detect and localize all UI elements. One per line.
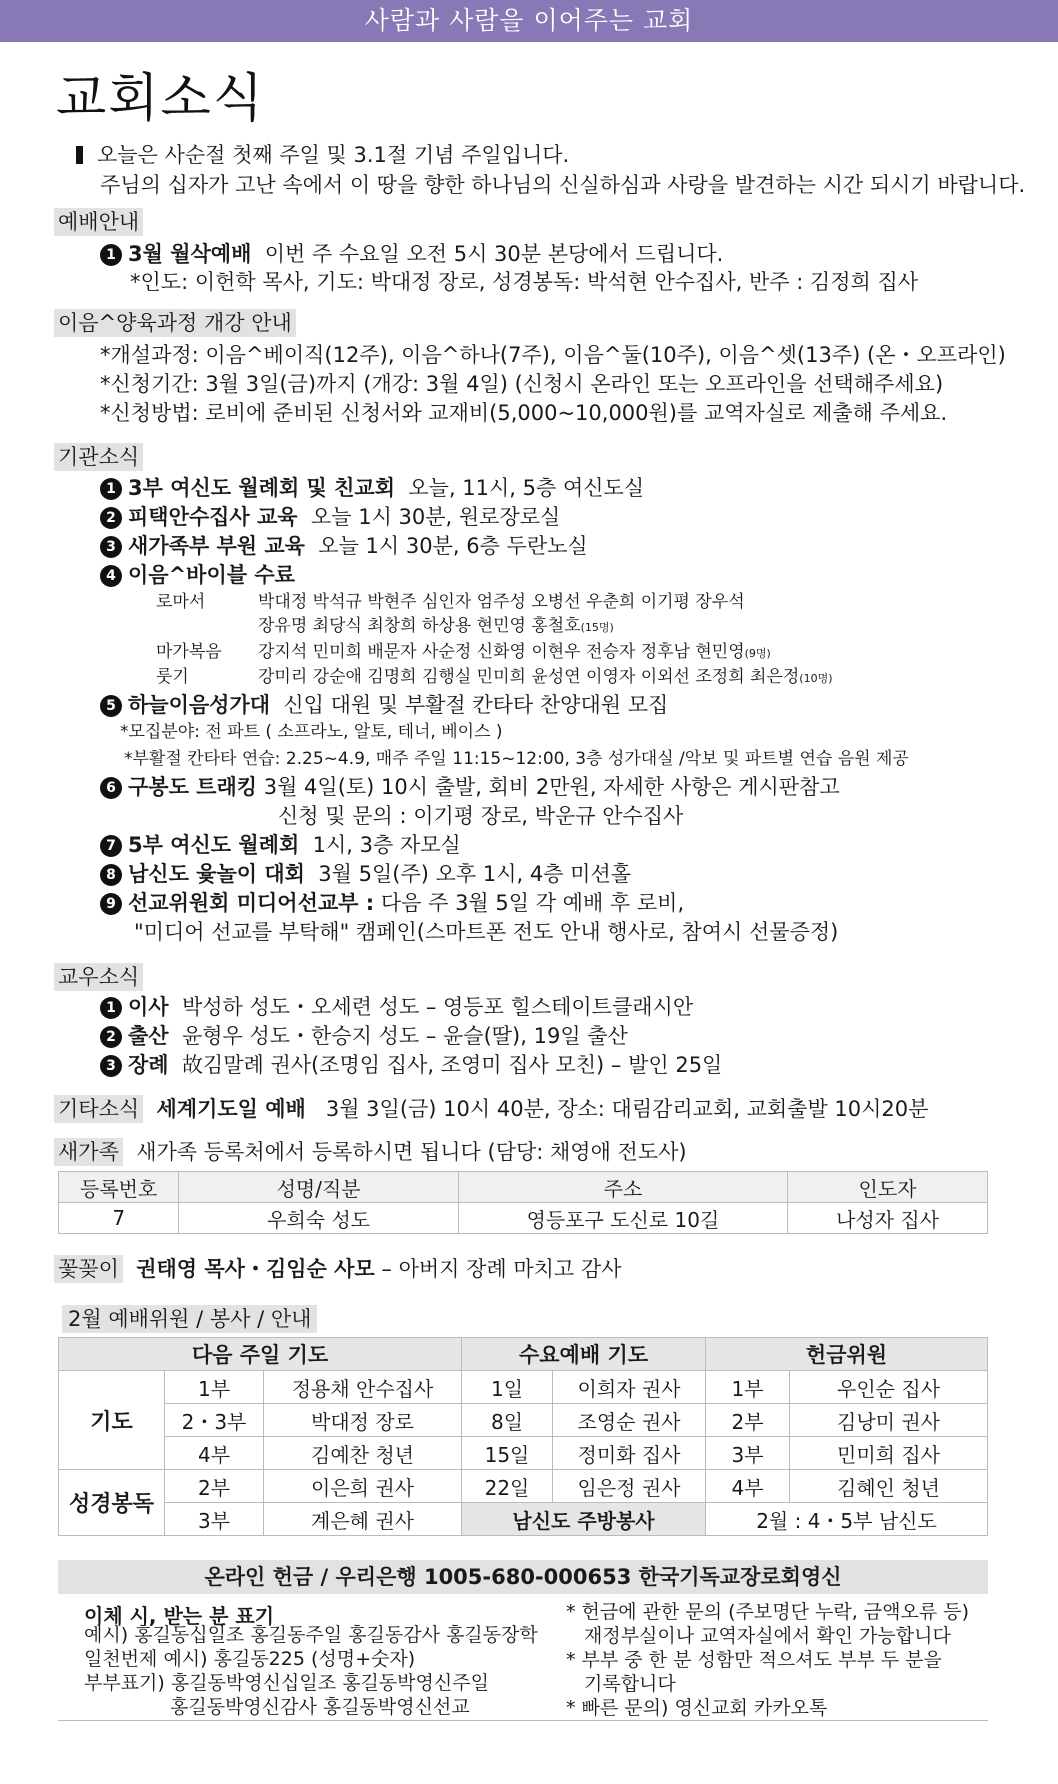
- table-row: [59, 1371, 988, 1404]
- newfamily-line: 새가족 새가족 등록처에서 등록하시면 됩니다 (담당: 채영애 전도사): [54, 1138, 687, 1166]
- org-item-6-detail: 신청 및 문의 : 이기평 장로, 박운규 안수집사: [278, 804, 684, 828]
- members-item-2: 2 출산 윤형우 성도・한승지 성도 – 윤슬(딸), 19일 출산: [100, 1022, 628, 1050]
- section-header-members: 교우소식: [54, 963, 143, 991]
- table-cell: 4부: [165, 1437, 264, 1470]
- table-header-row: [59, 1172, 988, 1203]
- table-cell: 22일: [462, 1470, 553, 1503]
- choir-detail-2: *부활절 칸타타 연습: 2.25~4.9, 매주 주일 11:15~12:00, 3층 성가대실 /악보 및 파트별 연습 음원 제공: [124, 749, 909, 769]
- flowers-line: 꽃꽂이 권태영 목사・김임순 사모 – 아버지 장례 마치고 감사: [54, 1255, 621, 1283]
- column-header: 인도자: [788, 1172, 988, 1203]
- org-item-1: 1 3부 여신도 월례회 및 친교회 오늘, 11시, 5층 여신도실: [100, 474, 644, 502]
- transfer-example: 일천번제 예시) 홍길동225 (성명+숫자): [84, 1648, 416, 1670]
- number-6-icon: 6: [100, 777, 122, 799]
- table-cell: 1부: [165, 1371, 264, 1404]
- number-9-icon: 9: [100, 893, 122, 915]
- course-line: *개설과정: 이음^베이직(12주), 이음^하나(7주), 이음^둘(10주), 이음^셋(13주) (온・오프라인): [100, 343, 1006, 367]
- column-header: 헌금위원: [706, 1338, 988, 1371]
- org-item-9: 9 선교위원회 미디어선교부 : 다음 주 3월 5일 각 예배 후 로비,: [100, 889, 684, 917]
- number-4-icon: 4: [100, 565, 122, 587]
- ruth-label: 룻기: [156, 667, 189, 687]
- org-item-3: 3 새가족부 부원 교육 오늘 1시 30분, 6층 두란노실: [100, 532, 588, 560]
- number-1-icon: 1: [100, 244, 122, 266]
- table-cell: 2・3부: [165, 1404, 264, 1437]
- table-cell: 3부: [165, 1503, 264, 1536]
- offering-note: 재정부실이나 교역자실에서 확인 가능합니다: [584, 1625, 951, 1647]
- column-header: 등록번호: [59, 1172, 179, 1203]
- table-cell: 2부: [165, 1470, 264, 1503]
- table-cell: 조영순 권사: [553, 1404, 706, 1437]
- table-cell: 정미화 집사: [553, 1437, 706, 1470]
- table-cell: 이은희 권사: [264, 1470, 462, 1503]
- page-title: 교회소식: [56, 69, 265, 129]
- romans-names-2: 장유명 최당식 최창희 하상용 현민영 홍철호(15명): [258, 616, 614, 636]
- row-label-prayer: 기도: [59, 1371, 165, 1470]
- section-header-course: 이음^양육과정 개강 안내: [54, 309, 296, 337]
- section-header-newfamily: 새가족: [54, 1138, 123, 1166]
- kitchen-duty-cell: 남신도 주방봉사: [462, 1503, 706, 1536]
- table-cell: 15일: [462, 1437, 553, 1470]
- number-2-icon: 2: [100, 1026, 122, 1048]
- members-item-1: 1 이사 박성하 성도・오세련 성도 – 영등포 힐스테이트클래시안: [100, 993, 693, 1021]
- section-header-duty: 2월 예배위원 / 봉사 / 안내: [62, 1305, 317, 1333]
- section-header-flowers: 꽃꽂이: [54, 1255, 123, 1283]
- number-1-icon: 1: [100, 997, 122, 1019]
- number-1-icon: 1: [100, 478, 122, 500]
- offering-note: * 부부 중 한 분 성함만 적으셔도 부부 두 분을: [566, 1649, 942, 1671]
- org-item-4: 4 이음^바이블 수료: [100, 561, 295, 589]
- org-item-9-detail: "미디어 선교를 부탁해" 캠페인(스마트폰 전도 안내 행사로, 참여시 선물증정): [134, 920, 839, 944]
- table-cell: 민미희 집사: [790, 1437, 988, 1470]
- romans-label: 로마서: [156, 592, 206, 612]
- table-row: [59, 1503, 988, 1536]
- lead-line-1: 오늘은 사순절 첫째 주일 및 3.1절 기념 주일입니다.: [76, 139, 569, 169]
- transfer-example: 부부표기) 홍길동박영신십일조 홍길동박영신주일: [84, 1672, 489, 1694]
- table-cell: 김낭미 권사: [790, 1404, 988, 1437]
- row-label-reading: 성경봉독: [59, 1470, 165, 1536]
- table-cell: 1일: [462, 1371, 553, 1404]
- number-7-icon: 7: [100, 835, 122, 857]
- offering-note: * 빠른 문의) 영신교회 카카오톡: [566, 1697, 828, 1719]
- section-header-worship: 예배안내: [54, 208, 143, 236]
- table-cell: 이희자 권사: [553, 1371, 706, 1404]
- table-cell: 4부: [706, 1470, 790, 1503]
- worship-item-1-detail: *인도: 이헌학 목사, 기도: 박대정 장로, 성경봉독: 박석현 안수집사, 반주 : 김정희 집사: [130, 270, 919, 294]
- table-row: [59, 1203, 988, 1234]
- table-cell: 우인순 집사: [790, 1371, 988, 1404]
- column-header: 주소: [458, 1172, 787, 1203]
- etc-line: 기타소식 세계기도일 예배 3월 3일(금) 10시 40분, 장소: 대림감리교회, 교회출발 10시20분: [54, 1095, 928, 1123]
- romans-names: 박대정 박석규 박현주 심인자 엄주성 오병선 우춘희 이기평 장우석: [258, 592, 745, 612]
- section-header-etc: 기타소식: [54, 1095, 143, 1123]
- org-item-5: 5 하늘이음성가대 신입 대원 및 부활절 칸타타 찬양대원 모집: [100, 691, 668, 719]
- table-cell: 나성자 집사: [788, 1203, 988, 1234]
- ruth-names: 강미리 강순애 김명희 김행실 민미희 윤성연 이영자 이외선 조정희 최은정(10명): [258, 667, 833, 687]
- number-2-icon: 2: [100, 507, 122, 529]
- transfer-example: 예시) 홍길동십일조 홍길동주일 홍길동감사 홍길동장학: [84, 1624, 538, 1646]
- table-cell: 3부: [706, 1437, 790, 1470]
- number-3-icon: 3: [100, 1055, 122, 1077]
- table-cell: 7: [59, 1203, 179, 1234]
- mark-label: 마가복음: [156, 642, 222, 662]
- course-line: *신청방법: 로비에 준비된 신청서와 교재비(5,000~10,000원)를 교역자실로 제출해 주세요.: [100, 401, 948, 425]
- table-header-row: [59, 1338, 988, 1371]
- course-line: *신청기간: 3월 3일(금)까지 (개강: 3월 4일) (신청시 온라인 또는 오프라인을 선택해주세요): [100, 372, 944, 396]
- divider: [58, 1720, 988, 1721]
- worship-item-1: 1 3월 월삭예배 이번 주 수요일 오전 5시 30분 본당에서 드립니다.: [100, 240, 723, 268]
- choir-detail-1: *모집분야: 전 파트 ( 소프라노, 알토, 테너, 베이스 ): [120, 722, 503, 742]
- table-cell: 우희숙 성도: [179, 1203, 458, 1234]
- table-cell: 박대정 장로: [264, 1404, 462, 1437]
- header-banner: 사람과 사람을 이어주는 교회: [0, 0, 1058, 42]
- table-cell: 김예찬 청년: [264, 1437, 462, 1470]
- table-cell: 계은혜 권사: [264, 1503, 462, 1536]
- newfamily-table: [58, 1171, 988, 1234]
- table-cell: 정용채 안수집사: [264, 1371, 462, 1404]
- table-cell: 김혜인 청년: [790, 1470, 988, 1503]
- org-item-7: 7 5부 여신도 월례회 1시, 3층 자모실: [100, 831, 461, 859]
- column-header: 다음 주일 기도: [59, 1338, 462, 1371]
- online-offering-bar: 온라인 헌금 / 우리은행 1005-680-000653 한국기독교장로회영신: [58, 1560, 988, 1594]
- lead-line-2: 주님의 십자가 고난 속에서 이 땅을 향한 하나님의 신실하심과 사랑을 발견하는 시간 되시기 바랍니다.: [100, 173, 1026, 197]
- offering-note: 기록합니다: [584, 1673, 676, 1695]
- transfer-title: 이체 시, 받는 분 표기: [84, 1604, 275, 1628]
- org-item-8: 8 남신도 윷놀이 대회 3월 5일(주) 오후 1시, 4층 미션홀: [100, 860, 631, 888]
- duty-table: [58, 1337, 988, 1536]
- number-5-icon: 5: [100, 695, 122, 717]
- table-row: [59, 1437, 988, 1470]
- table-cell: 1부: [706, 1371, 790, 1404]
- bullet-bar-icon: [76, 146, 83, 164]
- offering-note: * 헌금에 관한 문의 (주보명단 누락, 금액오류 등): [566, 1601, 970, 1623]
- mark-names: 강지석 민미희 배문자 사순정 신화영 이현우 전승자 정후남 현민영(9명): [258, 642, 771, 662]
- table-row: [59, 1404, 988, 1437]
- table-cell: 8일: [462, 1404, 553, 1437]
- org-item-2: 2 피택안수집사 교육 오늘 1시 30분, 원로장로실: [100, 503, 560, 531]
- org-item-6: 6 구봉도 트래킹 3월 4일(토) 10시 출발, 회비 2만원, 자세한 사항은 게시판참고: [100, 773, 840, 801]
- kitchen-duty-note: 2월 : 4・5부 남신도: [706, 1503, 988, 1536]
- table-row: [59, 1470, 988, 1503]
- members-item-3: 3 장례 故김말례 권사(조명임 집사, 조영미 집사 모친) – 발인 25일: [100, 1051, 722, 1079]
- transfer-example: 홍길동박영신감사 홍길동박영신선교: [170, 1696, 470, 1718]
- section-header-org: 기관소식: [54, 443, 143, 471]
- table-cell: 임은정 권사: [553, 1470, 706, 1503]
- table-cell: 영등포구 도신로 10길: [458, 1203, 787, 1234]
- table-cell: 2부: [706, 1404, 790, 1437]
- number-8-icon: 8: [100, 864, 122, 886]
- column-header: 수요예배 기도: [462, 1338, 706, 1371]
- column-header: 성명/직분: [179, 1172, 458, 1203]
- number-3-icon: 3: [100, 536, 122, 558]
